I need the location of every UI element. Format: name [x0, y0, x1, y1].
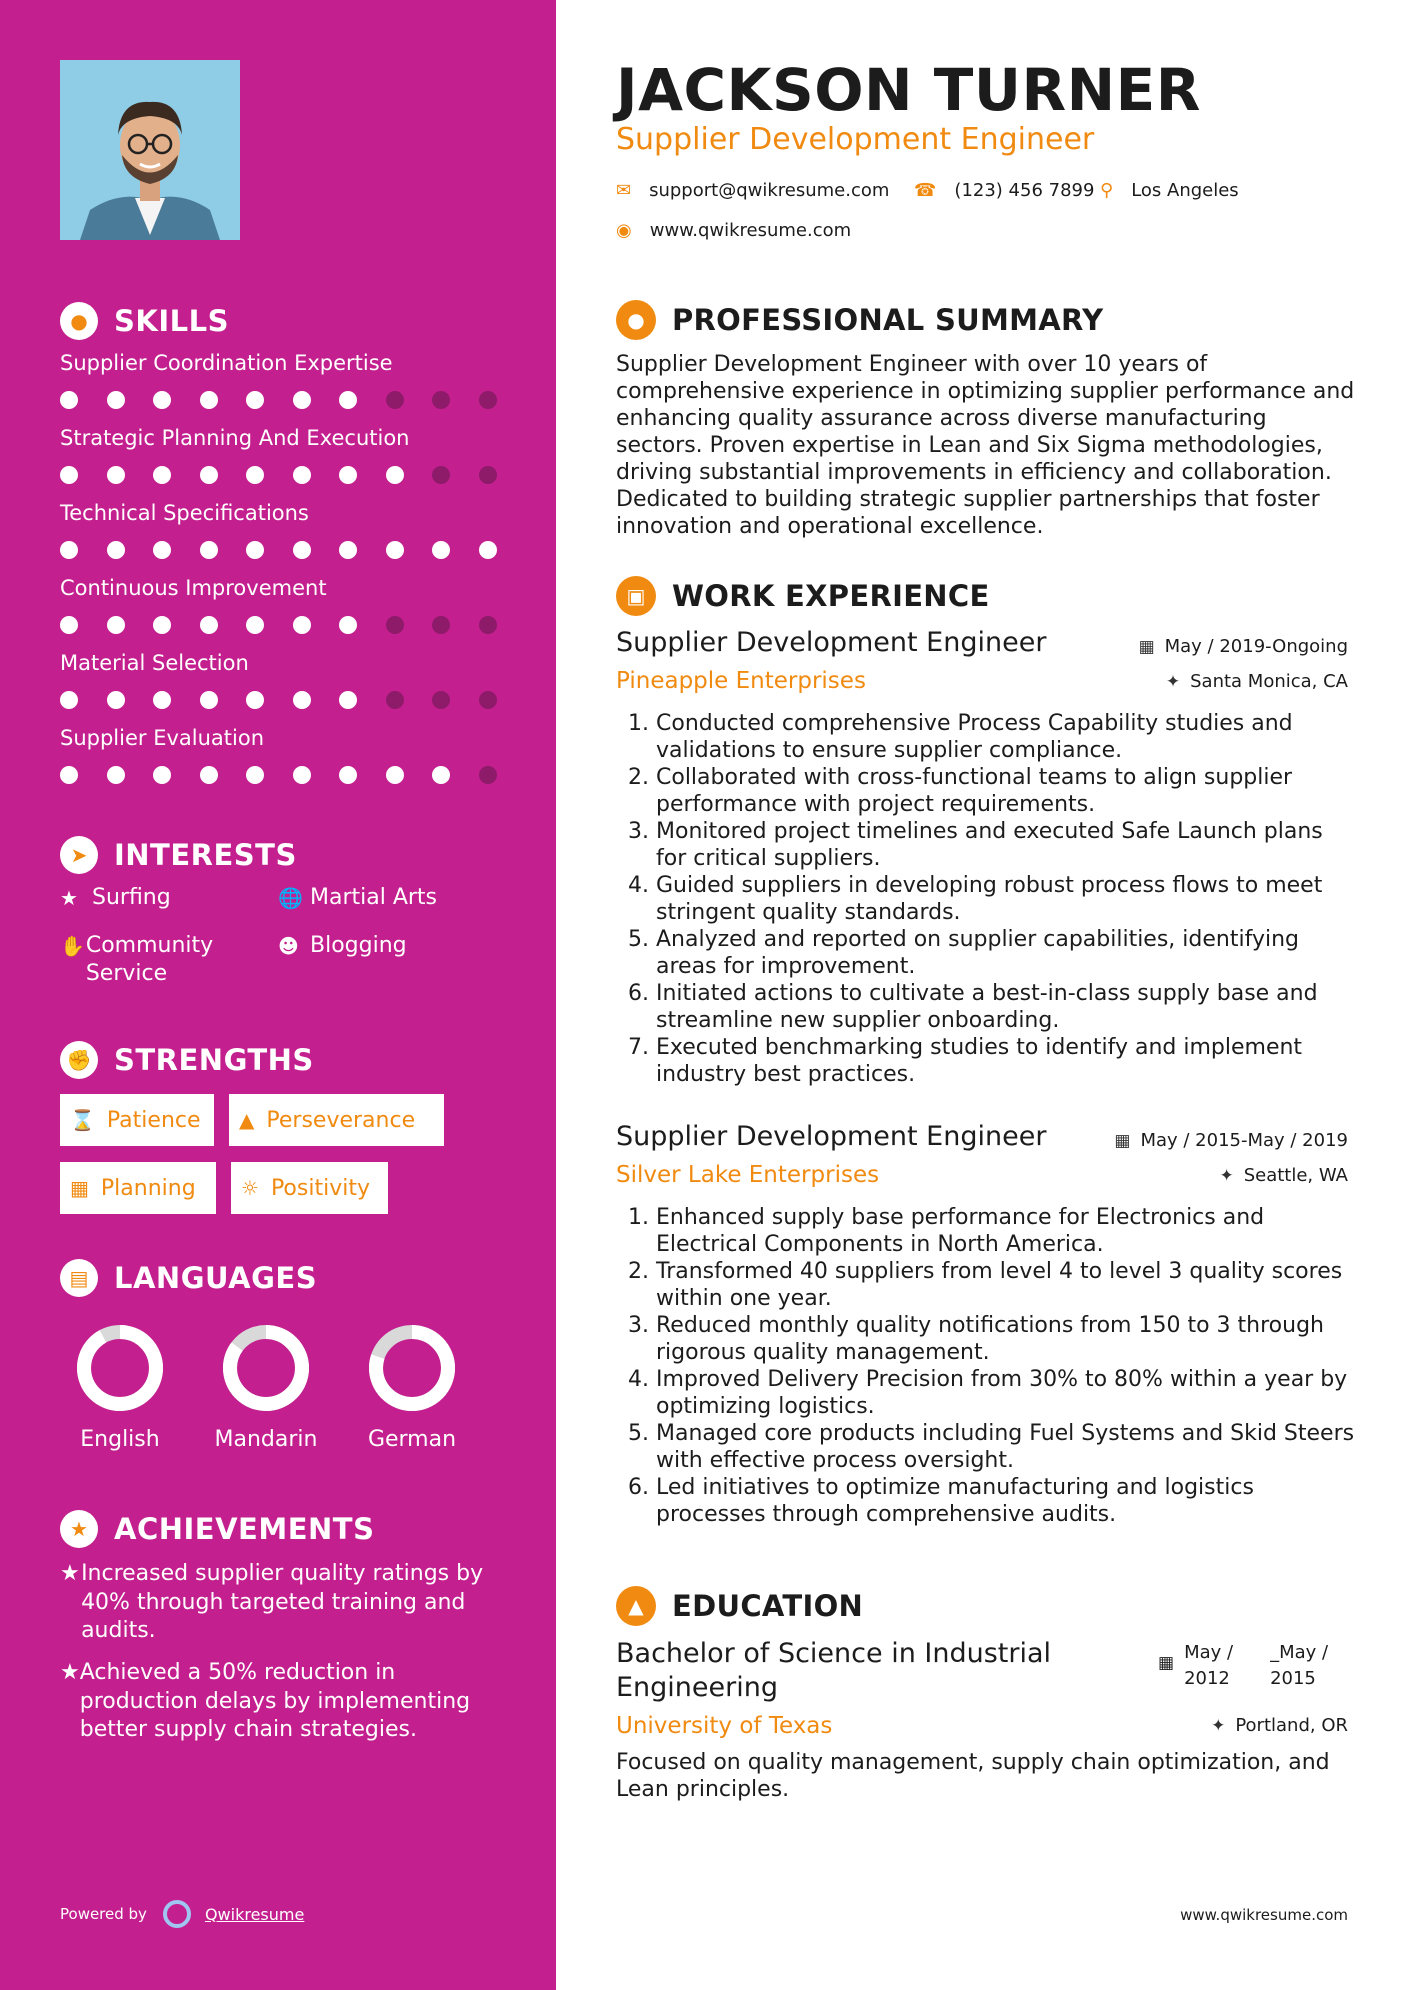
strength-badge: ⌛ Patience — [60, 1094, 214, 1146]
job-location: ✦ Santa Monica, CA — [1165, 671, 1348, 692]
rating-dot — [339, 541, 357, 559]
language-item — [352, 1323, 472, 1452]
education-heading: ▲ EDUCATION — [616, 1586, 863, 1626]
skill-rating — [60, 616, 525, 634]
strength-badge: ▦ Planning — [60, 1162, 216, 1214]
rating-dot — [200, 391, 218, 409]
rating-dot — [107, 541, 125, 559]
rating-dot — [479, 391, 497, 409]
hand-icon: ✋ — [60, 934, 85, 958]
interests-heading — [60, 836, 297, 874]
star-icon: ★ — [60, 1660, 80, 1685]
strength-badge: ▲ Perseverance — [229, 1094, 444, 1146]
avatar — [60, 60, 240, 240]
powered-by: Powered by Qwikresume — [60, 1900, 304, 1928]
rating-dot — [386, 616, 404, 634]
skill-rating — [60, 766, 525, 784]
skills-title: SKILLS — [114, 304, 229, 338]
rating-dot — [293, 466, 311, 484]
map-pin-icon: ⚲ — [1100, 180, 1114, 201]
rating-dot — [107, 766, 125, 784]
trophy-star-icon: ★ — [60, 1510, 98, 1548]
rating-dot — [200, 691, 218, 709]
rating-dot — [153, 466, 171, 484]
language-item — [206, 1323, 326, 1452]
rating-dot — [432, 766, 450, 784]
education-location: ✦ Portland, OR — [1211, 1715, 1348, 1736]
rating-dot — [153, 766, 171, 784]
rating-dot — [153, 391, 171, 409]
rating-dot — [200, 616, 218, 634]
job-date: ▦ May / 2019-Ongoing — [1138, 636, 1348, 657]
rating-dot — [293, 691, 311, 709]
rating-dot — [246, 691, 264, 709]
interest-item: 🌐 Martial Arts — [278, 885, 438, 910]
pin-icon: ✦ — [1165, 671, 1181, 692]
interest-item: ☻ Blogging — [278, 933, 407, 958]
graduation-icon: ▲ — [616, 1586, 656, 1626]
donut-fill — [84, 1332, 156, 1404]
rating-dot — [246, 766, 264, 784]
rating-dot — [339, 466, 357, 484]
job-company: Pineapple Enterprises — [616, 668, 866, 694]
rating-dot — [432, 541, 450, 559]
skill-name: Strategic Planning And Execution — [60, 426, 410, 450]
fist-icon: ✊ — [60, 1041, 98, 1079]
job-title: Supplier Development Engineer — [616, 627, 1047, 658]
star-icon: ★ — [60, 886, 78, 910]
strengths-heading — [60, 1041, 314, 1079]
job-bullet: 6. Initiated actions to cultivate a best-in-class supply base and streamline new supplier onboarding. — [656, 980, 1359, 1034]
rating-dot — [386, 466, 404, 484]
job-bullet: 2. Collaborated with cross-functional teams to align supplier performance with project requirements. — [656, 764, 1359, 818]
job-bullets — [634, 710, 1359, 1088]
rating-dot — [200, 541, 218, 559]
language-name: German — [367, 1427, 457, 1452]
rating-dot — [60, 391, 78, 409]
language-donut — [221, 1323, 311, 1413]
sidebar — [0, 0, 556, 1990]
education-dates: ▦ May / 2012 _May / 2015 — [1158, 1640, 1356, 1692]
calendar-icon: ▦ — [1158, 1653, 1175, 1673]
rating-dot — [107, 691, 125, 709]
job-bullet: 3. Monitored project timelines and executed Safe Launch plans for critical suppliers. — [656, 818, 1359, 872]
rating-dot — [339, 691, 357, 709]
footer-url[interactable]: www.qwikresume.com — [1180, 1906, 1348, 1924]
calendar-icon: ▦ — [1114, 1130, 1131, 1151]
rating-dot — [339, 391, 357, 409]
rating-dot — [60, 466, 78, 484]
rating-dot — [60, 541, 78, 559]
rating-dot — [293, 391, 311, 409]
rating-dot — [386, 691, 404, 709]
skill-name: Continuous Improvement — [60, 576, 327, 600]
qwikresume-logo-icon — [163, 1900, 191, 1928]
user-icon: ● — [616, 300, 656, 340]
rating-dot — [246, 466, 264, 484]
star-icon: ★ — [60, 1561, 80, 1586]
interest-item: ✋ Community Service — [60, 933, 214, 986]
rating-dot — [60, 691, 78, 709]
summary-heading: ● PROFESSIONAL SUMMARY — [616, 300, 1103, 340]
achievement-item: ★ Increased supplier quality ratings by 40% through targeted training and audits. — [60, 1560, 500, 1646]
rating-dot — [432, 466, 450, 484]
rating-dot — [200, 766, 218, 784]
rating-dot — [339, 766, 357, 784]
strengths-title: STRENGTHS — [114, 1043, 314, 1077]
job-bullet: 6. Led initiatives to optimize manufacturing and logistics processes through comprehensive audits. — [656, 1474, 1359, 1528]
skill-rating — [60, 691, 525, 709]
pin-icon: ✦ — [1219, 1165, 1234, 1186]
experience-heading: ▣ WORK EXPERIENCE — [616, 576, 990, 616]
rating-dot — [246, 391, 264, 409]
rating-dot — [293, 616, 311, 634]
job-bullet: 3. Reduced monthly quality notifications from 150 to 3 through rigorous quality management. — [656, 1312, 1359, 1366]
skill-rating — [60, 466, 525, 484]
rating-dot — [246, 616, 264, 634]
job-bullet: 1. Conducted comprehensive Process Capability studies and validations to ensure supplier compliance. — [656, 710, 1359, 764]
envelope-icon: ✉ — [616, 180, 632, 201]
job-date: ▦ May / 2015-May / 2019 — [1114, 1130, 1348, 1151]
rating-dot — [479, 766, 497, 784]
degree: Bachelor of Science in Industrial Engineering — [616, 1638, 1052, 1703]
interests-title: INTERESTS — [114, 838, 297, 872]
qwikresume-link[interactable]: Qwikresume — [204, 1904, 305, 1924]
rating-dot — [107, 616, 125, 634]
rating-dot — [200, 466, 218, 484]
strength-badge: ☼ Positivity — [231, 1162, 388, 1214]
education-description: Focused on quality management, supply chain optimization, and Lean principles. — [616, 1750, 1330, 1802]
achievement-item: ★ Achieved a 50% reduction in production delays by implementing better supply chain strategies. — [60, 1659, 500, 1745]
rating-dot — [107, 391, 125, 409]
job-bullet: 4. Guided suppliers in developing robust process flows to meet stringent quality standards. — [656, 872, 1359, 926]
contact-location: ⚲ Los Angeles — [1100, 180, 1239, 201]
rating-dot — [432, 391, 450, 409]
calendar-icon: ▦ — [70, 1176, 89, 1200]
school: University of Texas — [616, 1713, 833, 1739]
contact-email: ✉ support@qwikresume.com — [616, 180, 890, 201]
lightbulb-icon: ● — [60, 302, 98, 340]
rating-dot — [246, 541, 264, 559]
rating-dot — [432, 616, 450, 634]
job-bullet: 1. Enhanced supply base performance for Electronics and Electrical Components in North America. — [656, 1204, 1359, 1258]
candidate-name: JACKSON TURNER — [616, 56, 1201, 124]
job-bullet: 7. Executed benchmarking studies to identify and implement industry best practices. — [656, 1034, 1359, 1088]
hourglass-icon: ⌛ — [70, 1108, 95, 1132]
pin-icon: ✦ — [1211, 1715, 1226, 1736]
skill-name: Material Selection — [60, 651, 249, 675]
skill-rating — [60, 391, 525, 409]
achievements-heading — [60, 1510, 374, 1548]
rating-dot — [479, 541, 497, 559]
globe-icon: ◉ — [616, 220, 632, 241]
calendar-icon: ▦ — [1138, 636, 1155, 657]
rating-dot — [293, 541, 311, 559]
sun-icon: ☼ — [241, 1176, 259, 1200]
road-icon: ▲ — [239, 1108, 255, 1132]
contact-phone: ☎ (123) 456 7899 — [914, 180, 1095, 201]
rating-dot — [293, 766, 311, 784]
language-name: English — [80, 1427, 160, 1452]
achievements-title: ACHIEVEMENTS — [114, 1512, 375, 1546]
rating-dot — [432, 691, 450, 709]
rating-dot — [386, 541, 404, 559]
rating-dot — [153, 691, 171, 709]
rating-dot — [386, 766, 404, 784]
skill-name: Supplier Evaluation — [60, 726, 265, 750]
rating-dot — [339, 616, 357, 634]
skill-name: Supplier Coordination Expertise — [60, 351, 393, 375]
rating-dot — [479, 616, 497, 634]
job-bullet: 4. Improved Delivery Precision from 30% to 80% within a year by optimizing logistics. — [656, 1366, 1359, 1420]
job-bullet: 5. Managed core products including Fuel Systems and Skid Steers with effective process oversight. — [656, 1420, 1359, 1474]
job-bullet: 5. Analyzed and reported on supplier capabilities, identifying areas for improvement. — [656, 926, 1359, 980]
rating-dot — [153, 541, 171, 559]
rating-dot — [386, 391, 404, 409]
rating-dot — [479, 466, 497, 484]
candidate-role: Supplier Development Engineer — [616, 122, 1095, 157]
job-title: Supplier Development Engineer — [616, 1121, 1047, 1152]
globe-icon: 🌐 — [278, 886, 303, 910]
contact-website: ◉ www.qwikresume.com — [616, 220, 852, 241]
group-icon: ☻ — [278, 934, 299, 958]
rating-dot — [60, 616, 78, 634]
skills-heading — [60, 302, 229, 340]
profile-photo — [60, 60, 240, 240]
job-location: ✦ Seattle, WA — [1219, 1165, 1348, 1186]
job-bullets — [634, 1204, 1359, 1528]
interest-item: ★ Surfing — [60, 885, 171, 910]
rating-dot — [107, 466, 125, 484]
rating-dot — [153, 616, 171, 634]
skill-rating — [60, 541, 525, 559]
job-bullet: 2. Transformed 40 suppliers from level 4 to level 3 quality scores within one year. — [656, 1258, 1359, 1312]
languages-heading — [60, 1259, 317, 1297]
languages-title: LANGUAGES — [114, 1261, 318, 1295]
paper-plane-icon: ➤ — [60, 836, 98, 874]
phone-icon: ☎ — [914, 180, 937, 201]
language-name: Mandarin — [214, 1427, 318, 1452]
summary-text: Supplier Development Engineer with over 10 years of comprehensive experience in optimizing supplier performance and enhancing quality assurance across diverse manufacturing sectors. Proven expertise in Lean and Six Sigma methodologies, driving substantial improvements in efficiency and collaboration. Dedicated to building strategic supplier partnerships that foster innovation and operational excellence. — [616, 352, 1355, 539]
job-company: Silver Lake Enterprises — [616, 1162, 880, 1188]
rating-dot — [60, 766, 78, 784]
language-donut — [75, 1323, 165, 1413]
language-icon: ▤ — [60, 1259, 98, 1297]
skill-name: Technical Specifications — [60, 501, 309, 525]
language-donut — [367, 1323, 457, 1413]
briefcase-icon: ▣ — [616, 576, 656, 616]
rating-dot — [479, 691, 497, 709]
language-item — [60, 1323, 180, 1452]
